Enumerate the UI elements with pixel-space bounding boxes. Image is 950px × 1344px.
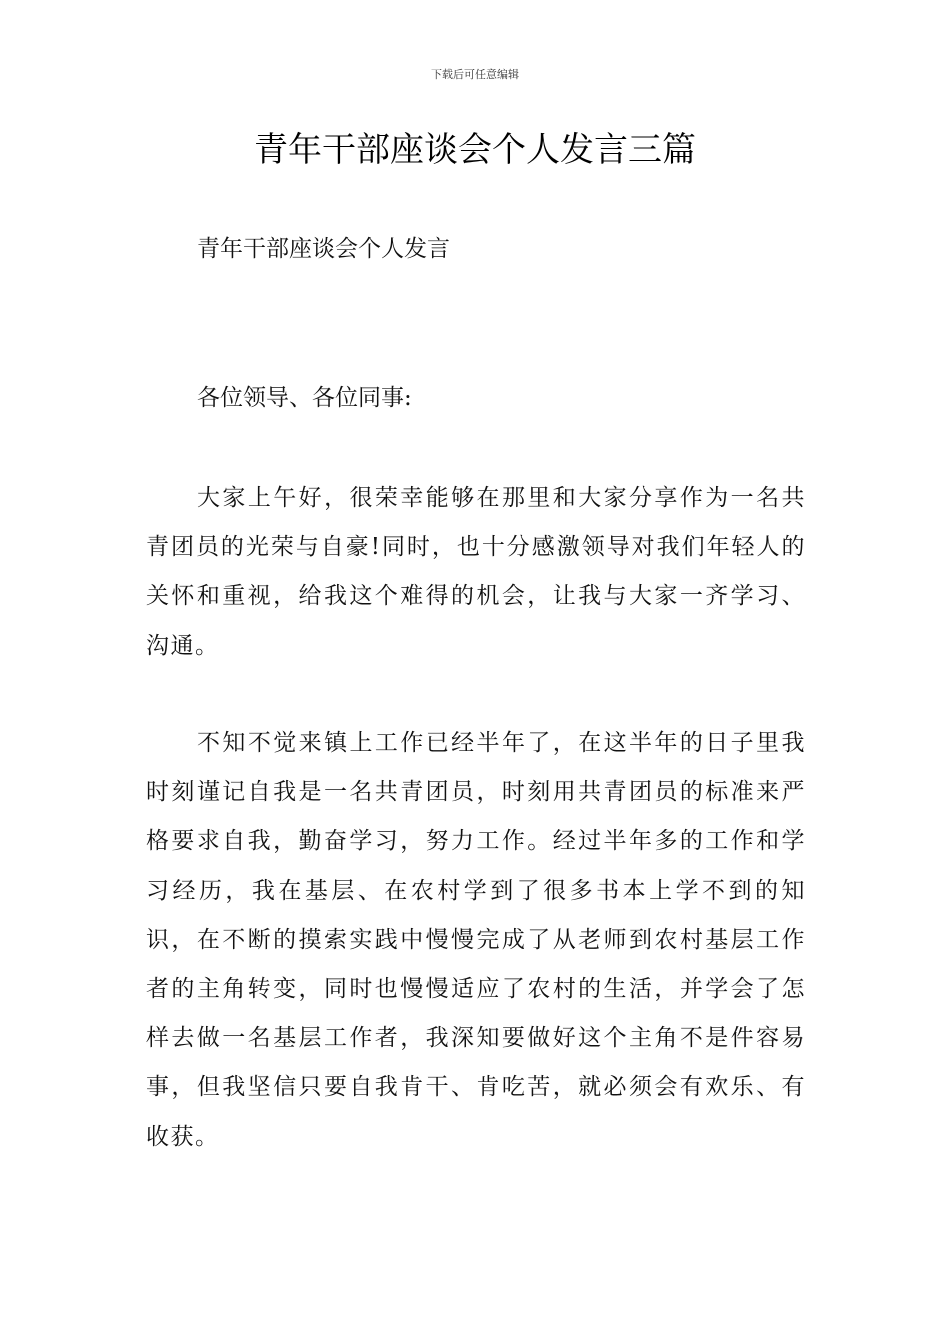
body-paragraph-1: 大家上午好，很荣幸能够在那里和大家分享作为一名共青团员的光荣与自豪!同时，也十分感激领导对我们年轻人的关怀和重视，给我这个难得的机会，让我与大家一齐学习、沟通。 xyxy=(146,485,806,659)
document-title: 青年干部座谈会个人发言三篇 xyxy=(254,130,696,170)
salutation: 各位领导、各位同事: xyxy=(197,385,412,411)
document-subheading: 青年干部座谈会个人发言 xyxy=(197,236,450,262)
body-paragraph-2: 不知不觉来镇上工作已经半年了，在这半年的日子里我时刻谨记自我是一名共青团员，时刻用共青团员的标准来严格要求自我，勤奋学习，努力工作。经过半年多的工作和学习经历，我在基层、在农村学到了很多书本上学不到的知识，在不断的摸索实践中慢慢完成了从老师到农村基层工作者的主角转变，同时也慢慢适应了农村的生活，并学会了怎样去做一名基层工作者，我深知要做好这个主角不是件容易事，但我坚信只要自我肯干、肯吃苦，就必须会有欢乐、有收获。 xyxy=(146,730,806,1150)
page-header-note: 下载后可任意编辑 xyxy=(431,68,519,81)
